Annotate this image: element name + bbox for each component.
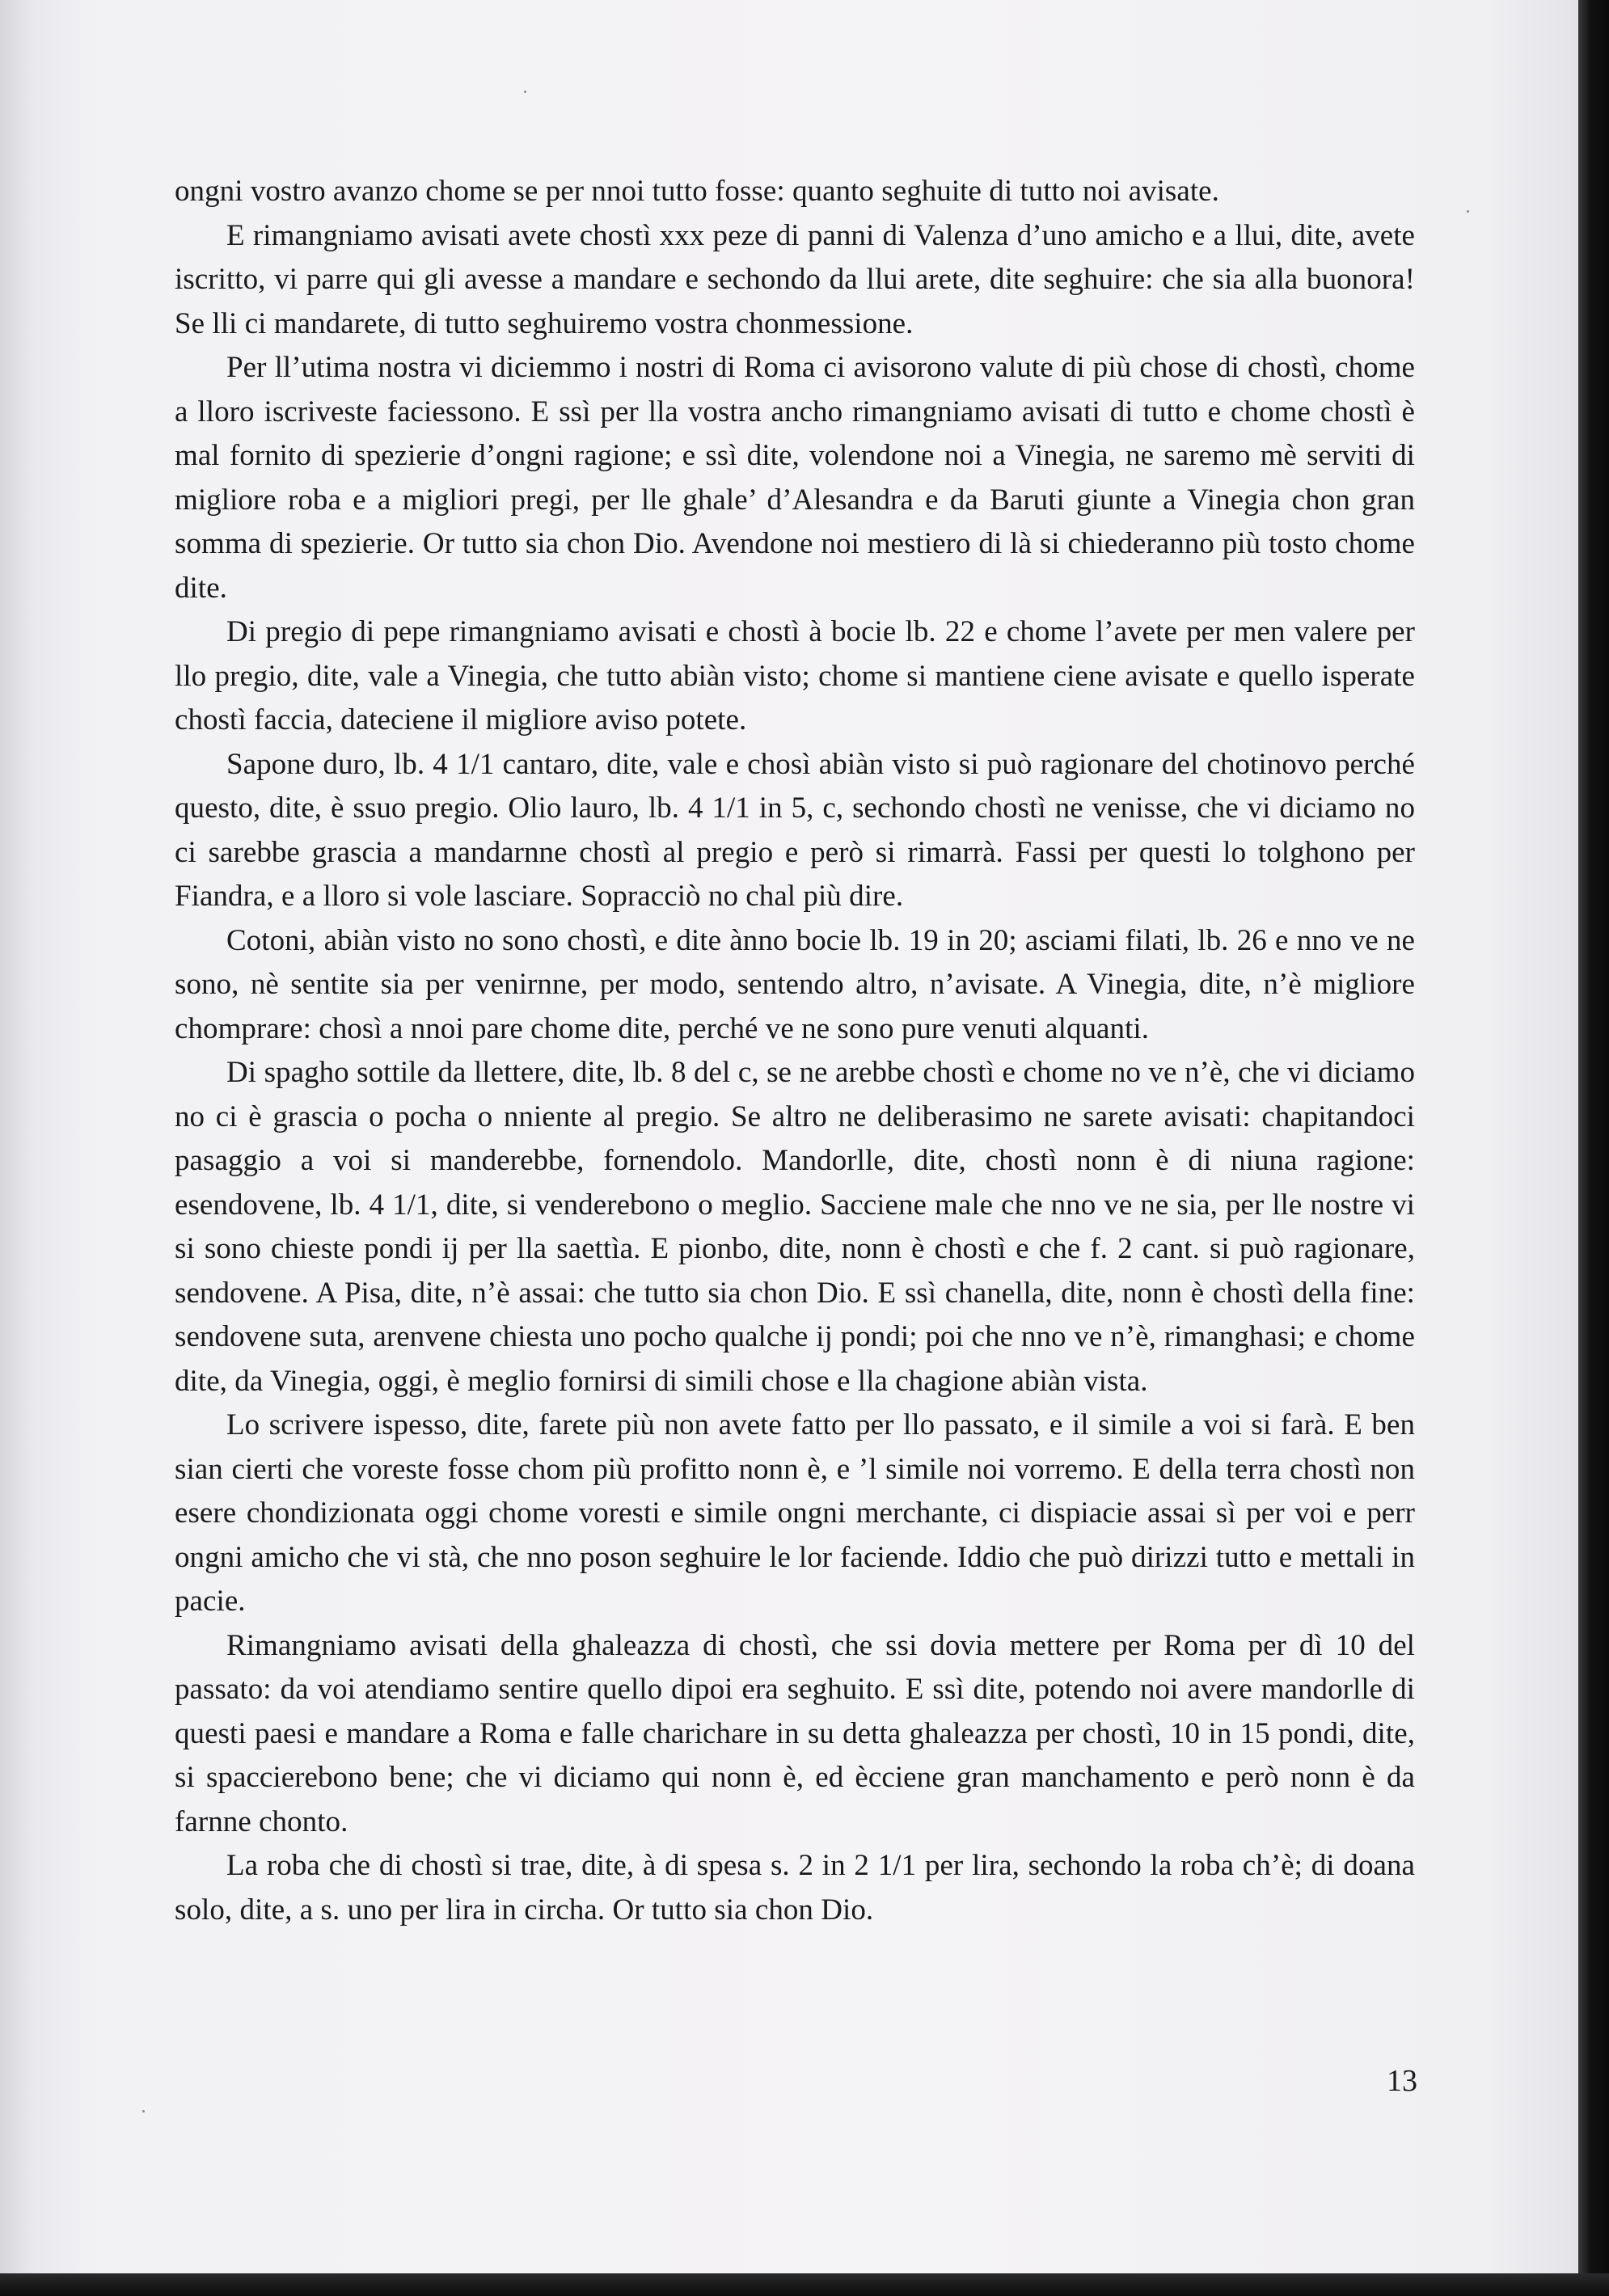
paragraph-8: Lo scrivere ispesso, dite, farete più non avete fatto per llo passato, e il simile a voi si farà. E ben sian cierti che voreste fosse chom più profitto nonn è, e ’l simile noi vorremo. E della terra chostì non esere chondizionata oggi chome voresti e simile ongni merchante, ci dispiacie assai sì per voi e perr ongni amicho che vi stà, che nno poson seghuire le lor faciende. Iddio che può dirizzi tutto e mettali in pacie. <box>175 1408 1415 1618</box>
paragraph-3: Per ll’utima nostra vi diciemmo i nostri di Roma ci avisorono valute di più chose di chostì, chome a lloro iscriveste faciessono. E ssì per lla vostra ancho rimangniamo avisati di tutto e chome chostì è mal fornito di spezierie d’ongni ragione; e ssì dite, volendone noi a Vinegia, ne saremo mè serviti di migliore roba e a migliori pregi, per lle ghale’ d’Alesandra e da Baruti giunte a Vinegia chon gran somma di spezierie. Or tutto sia chon Dio. Avendone noi mestiero di là si chiederanno più tosto chome dite. <box>175 351 1415 605</box>
letter-body-text <box>175 170 1415 1932</box>
paper-speck <box>1467 210 1469 213</box>
paragraph-10: La roba che di chostì si trae, dite, à di spesa s. 2 in 2 1/1 per lira, sechondo la roba ch’è; di doana solo, dite, a s. uno per lira in circha. Or tutto sia chon Dio. <box>175 1849 1415 1927</box>
scan-border-right <box>1578 0 1609 2296</box>
paragraph-2: E rimangniamo avisati avete chostì xxx peze di panni di Valenza d’uno amicho e a llui, dite, avete iscritto, vi parre qui gli avesse a mandare e sechondo da llui arete, dite seghuire: che sia alla buonora! Se lli ci mandarete, di tutto seghuiremo vostra chonmessione. <box>175 218 1415 340</box>
paragraph-1: ongni vostro avanzo chome se per nnoi tutto fosse: quanto seghuite di tutto noi avisate. <box>175 175 1219 208</box>
page-number: 13 <box>1387 2064 1417 2098</box>
paragraph-9: Rimangniamo avisati della ghaleazza di chostì, che ssi dovia mettere per Roma per dì 10 del passato: da voi atendiamo sentire quello dipoi era seghuito. E ssì dite, potendo noi avere mandorlle di questi paesi e mandare a Roma e falle charichare in su detta ghaleazza per chostì, 10 in 15 pondi, dite, si spaccierebono bene; che vi diciamo qui nonn è, ed ècciene gran manchamento e però nonn è da farnne chonto. <box>175 1628 1415 1838</box>
paragraph-6: Cotoni, abiàn visto no sono chostì, e dite ànno bocie lb. 19 in 20; asciami filati, lb. 26 e nno ve ne sono, nè sentite sia per venirnne, per modo, sentendo altro, n’avisate. A Vinegia, dite, n’è migliore chomprare: chosì a nnoi pare chome dite, perché ve ne sono pure venuti alquanti. <box>175 923 1415 1045</box>
paragraph-4: Di pregio di pepe rimangniamo avisati e chostì à bocie lb. 22 e chome l’avete per men valere per llo pregio, dite, vale a Vinegia, che tutto abiàn visto; chome si mantiene ciene avisate e quello isperate chostì faccia, dateciene il migliore aviso potete. <box>175 615 1415 736</box>
paper-speck <box>524 91 526 93</box>
paragraph-5: Sapone duro, lb. 4 1/1 cantaro, dite, vale e chosì abiàn visto si può ragionare del chotinovo perché questo, dite, è ssuo pregio. Olio lauro, lb. 4 1/1 in 5, c, sechondo chostì ne venisse, che vi diciamo no ci sarebbe grascia a mandarnne chostì al pregio e però si rimarrà. Fassi per questi lo tolghono per Fiandra, e a lloro si vole lasciare. Sopracciò no chal più dire. <box>175 747 1415 913</box>
scan-border-bottom <box>0 2273 1609 2296</box>
paper-speck <box>142 2110 145 2112</box>
paragraph-7: Di spagho sottile da llettere, dite, lb. 8 del c, se ne arebbe chostì e chome no ve n’è, che vi diciamo no ci è grascia o pocha o nniente al pregio. Se altro ne deliberasimo ne sarete avisati: chapitandoci pasaggio a voi si manderebbe, fornendolo. Mandorlle, dite, chostì nonn è di niuna ragione: esendovene, lb. 4 1/1, dite, si venderebono o meglio. Sacciene male che nno ve ne sia, per lle nostre vi si sono chieste pondi ij per lla saettìa. E pionbo, dite, nonn è chostì e che f. 2 cant. si può ragionare, sendovene. A Pisa, dite, n’è assai: che tutto sia chon Dio. E ssì chanella, dite, nonn è chostì della fine: sendovene suta, arenvene chiesta uno pocho qualche ij pondi; poi che nno ve n’è, rimanghasi; e chome dite, da Vinegia, oggi, è meglio fornirsi di simili chose e lla chagione abiàn vista. <box>175 1056 1415 1398</box>
